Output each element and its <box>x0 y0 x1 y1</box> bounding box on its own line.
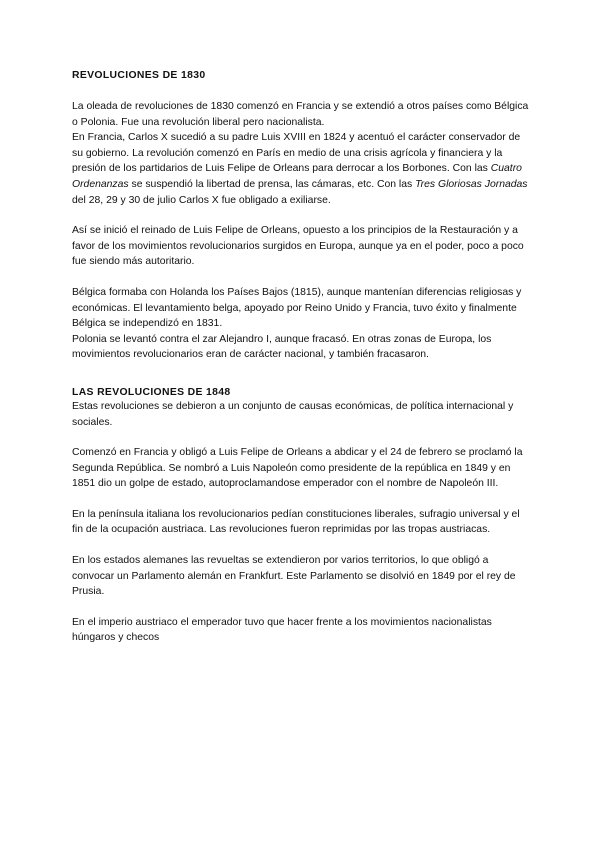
paragraph-1830-orleans: Así se inició el reinado de Luis Felipe de Orleans, opuesto a los principios de la Restauración y a favor de los movimientos revolucionarios surgidos en Europa, aunque ya en el poder, poco a poco fue siendo más autoritario. <box>72 225 524 268</box>
paragraph-1848-austria: En el imperio austriaco el emperador tuvo que hacer frente a los movimientos nacionalistas húngaros y checos <box>72 616 492 644</box>
paragraph-1848-alemania: En los estados alemanes las revueltas se extendieron por varios territorios, lo que obligó a convocar un Parlamento alemán en Frankfurt. Este Parlamento se disolvió en 1849 por el rey de Prusia. <box>72 555 516 598</box>
paragraph-1848-causas: Estas revoluciones se debieron a un conjunto de causas económicas, de política internacional y sociales. <box>72 400 514 428</box>
paragraph-1830-polonia: Polonia se levantó contra el zar Alejandro I, aunque fracasó. En otras zonas de Europa, los movimientos revolucionarios eran de carácter nacional, y también fracasaron. <box>72 333 492 361</box>
section-title-1830: REVOLUCIONES DE 1830 <box>72 70 206 81</box>
section-title-1848: LAS REVOLUCIONES DE 1848 <box>72 386 231 398</box>
paragraph-1830-francia: En Francia, Carlos X sucedió a su padre Luis XVIII en 1824 y acentuó el carácter conservador de su gobierno. La revolución comenzó en París en medio de una crisis agrícola y financiera y la presión de los partidarios de Luis Felipe de Orleans para derrocar a los Borbones. Con las Cuatro Ordenanzas se suspendió la libertad de prensa, las cámaras, etc. Con las Tres Gloriosas Jornadas del 28, 29 y 30 de julio Carlos X fue obligado a exiliarse. <box>72 132 528 206</box>
paragraph-1830-belgica: Bélgica formaba con Holanda los Países Bajos (1815), aunque mantenían diferencias religiosas y económicas. El levantamiento belga, apoyado por Reino Unido y Francia, tuvo éxito y finalmente Bélgica se independizó en 1831. <box>72 286 522 330</box>
paragraph-1830-intro: La oleada de revoluciones de 1830 comenzó en Francia y se extendió a otros países como Bélgica o Polonia. Fue una revolución liberal pero nacionalista. <box>72 101 529 128</box>
paragraph-1848-italia: En la península italiana los revolucionarios pedían constituciones liberales, sufragio universal y el fin de la ocupación austriaca. Las revoluciones fueron reprimidas por las tropas austriacas. <box>72 508 520 536</box>
paragraph-1848-francia: Comenzó en Francia y obligó a Luis Felipe de Orleans a abdicar y el 24 de febrero se proclamó la Segunda República. Se nombró a Luis Napoleón como presidente de la república en 1849 y en 1851 dio un golpe de estado, autoproclamandose emperador con el nombre de Napoleón III. <box>72 447 523 490</box>
